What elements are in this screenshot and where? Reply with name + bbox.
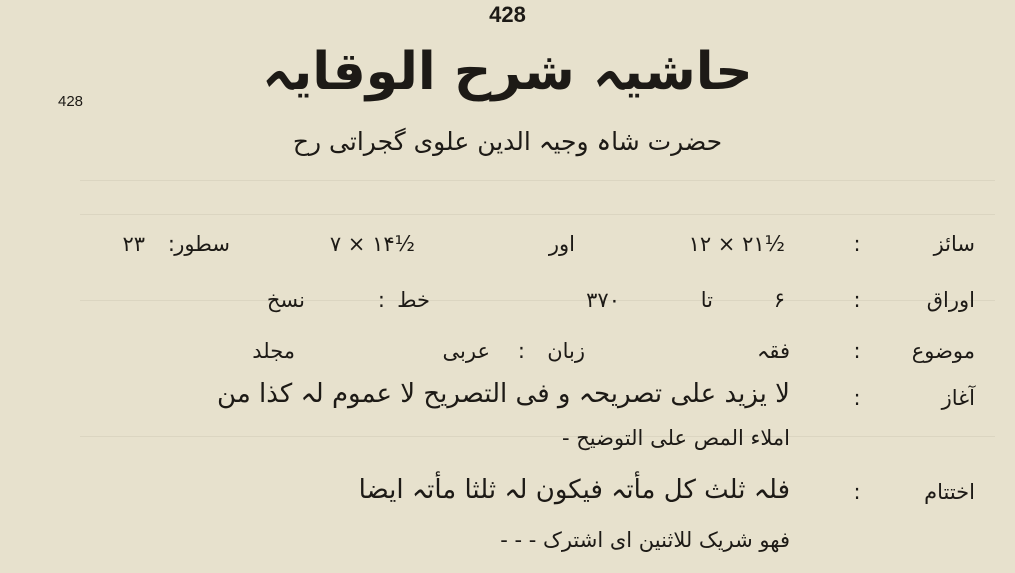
script-label: خط — [397, 288, 430, 312]
size-dimensions-1: ½۲۱ × ۱۲ — [688, 232, 785, 256]
subject-row — [45, 333, 975, 369]
lines-label: سطور — [174, 232, 230, 256]
size-dimensions-2: ½۱۴ × ۷ — [329, 232, 415, 256]
explicit-line-1: فلہ ثلث کل مأتہ فیکون لہ ثلثا مأتہ ایضا — [358, 475, 790, 505]
folios-row — [45, 282, 975, 318]
binding-value: مجلد — [252, 339, 295, 363]
incipit-line-2: املاء المص علی التوضیح - — [562, 426, 790, 450]
page-title: حاشیہ شرح الوقایہ — [262, 42, 753, 102]
incipit-colon: : — [853, 386, 861, 410]
subject-colon: : — [853, 339, 861, 363]
language-value: عربی — [442, 339, 490, 363]
subject-label: موضوع — [911, 339, 975, 363]
folios-label: اوراق — [926, 288, 975, 312]
incipit-label: آغاز — [941, 386, 975, 410]
language-colon: : — [517, 339, 525, 363]
explicit-colon: : — [853, 480, 861, 504]
author-line: حضرت شاہ وجیہ الدین علوی گجراتی رح — [292, 127, 723, 156]
incipit-line-1: لا یزید علی تصریحہ و فی التصریح لا عموم لہ کذا من — [217, 379, 790, 409]
size-colon: : — [853, 232, 861, 256]
script-colon: : — [377, 288, 385, 312]
incipit-row — [45, 380, 975, 460]
explicit-label: اختتام — [924, 480, 975, 504]
script-value: نسخ — [266, 288, 305, 312]
page-number-top: 428 — [489, 2, 526, 27]
explicit-line-2: فھو شریک للاثنین ای اشترک - - - — [500, 528, 790, 552]
size-and-word: اور — [548, 232, 575, 256]
lines-colon: : — [167, 232, 175, 256]
size-label: سائز — [933, 232, 975, 256]
folios-to-word: تا — [700, 288, 713, 312]
bleed-through-line — [80, 214, 995, 215]
folios-to: ۳۷۰ — [586, 288, 620, 312]
folios-colon: : — [853, 288, 861, 312]
lines-value: ۲۳ — [122, 232, 145, 256]
folios-from: ۶ — [773, 288, 785, 312]
page-number-side: 428 — [58, 93, 84, 110]
explicit-row — [45, 474, 975, 564]
subject-value: فقہ — [757, 339, 790, 363]
size-row — [45, 226, 975, 262]
language-label: زبان — [547, 339, 585, 363]
bleed-through-line — [80, 180, 995, 181]
